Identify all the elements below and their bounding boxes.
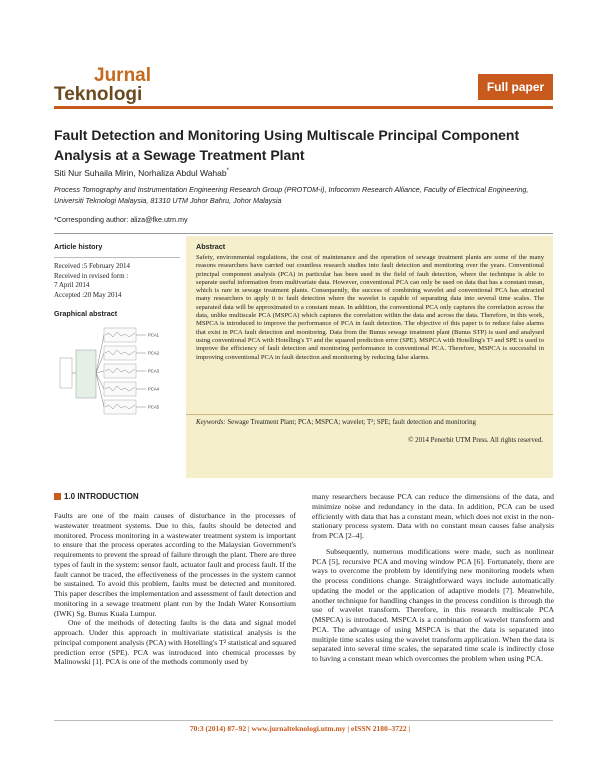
intro-paragraph-3: many researchers because PCA can reduce the dimensions of the data, and minimize noise and redundancy in the data. In addition, PCA can be used efficiently with data that has a constant mean, which does not exist in the non-stationary process system. Data with no constant mean causes false analysis from PCA [2–4]. [312,492,554,540]
authors-names: Siti Nur Suhaila Mirin, Norhaliza Abdul Wahab [54,168,227,178]
body-column-right [312,492,554,664]
ga-label-pca5: PCA5 [148,404,159,410]
revised-date: 7 April 2014 [54,281,90,289]
authors [54,168,229,178]
journal-logo [54,66,151,104]
abstract-heading: Abstract [196,242,226,251]
article-history-heading: Article history [54,242,103,251]
logo-teknologi: Teknologi [54,84,143,105]
corresponding-author: *Corresponding author: aliza@fke.utm.my [54,215,188,224]
keywords-text: Sewage Treatment Plant; PCA; MSPCA; wavelet; T²; SPE; fault detection and monitoring [227,419,476,426]
section-marker-icon [54,493,61,500]
accepted-date: Accepted :20 May 2014 [54,290,122,299]
affiliation: Process Tomography and Instrumentation Engineering Research Group (PROTOM-i), Infocomm Research Alliance, Faculty of Electrical Engineering, Universiti Teknologi Malaysia, 81310 UTM Johor Bahru, Johor Malaysia [54,185,529,205]
body-column-left [54,511,296,667]
section-rule [54,233,553,234]
ga-wavelet-box [76,350,96,398]
intro-paragraph-2: One of the methods of detecting faults is the data and signal model approach. Under this approach in multivariate statistical analysis is the principal component analysis (PCA) with Hotelling's T² statistical and squared prediction error (SPE). PCA was introduced into chemical processes by Malinowski [1]. PCA is one of the methods commonly used by [54,618,296,667]
logo-jurnal: Jurnal [94,65,152,86]
footer-citation: 70:3 (2014) 87–92 | www.jurnalteknologi.utm.my | eISSN 2180–3722 | [189,724,411,733]
abstract-text: Safety, environmental regulations, the cost of maintenance and the operation of sewage treatment plants are some of the many reasons researchers have carried out countless research studies into fault detection and monitoring over the years. Conventional principal component analysis (PCA) in particular has been used in the field of fault detection, where the technique is able to separate useful information from multivariate data. However, conventional PCA can only be used on data that has a constant mean, which is rare in sewage treatment plants. Consequently, the success of combining wavelet and conventional PCA has attracted many researchers to apply it to fault detection where the wavelet is capable of separating data into several time scales. The separated data will be approximated to a constant mean. In addition, the conventional PCA only captures the correlation across the data, unlike multiscale PCA (MSPCA) which captures the correlation within the data and across the data. Therefore, in this work, MSPCA is introduced to improve the performance of PCA in fault detection. The objective of this paper is to reduce false alarms that exist in PCA fault detection and monitoring. Data from the Bunus sewage treatment plant (Bunus STP) is used and analysed using conventional PCA with Hotelling's T² and the squared prediction error (SPE). MSPCA with Hotelling's T² and SPE is used to improve the efficiency of fault detection and monitoring performance in conventional PCA. Therefore, MSPCA is successful in improving conventional PCA in fault detection and monitoring by reducing false alarms. [196,254,544,361]
revised-label: Received in revised form : [54,271,129,280]
introduction-heading-text: 1.0 INTRODUCTION [64,492,139,501]
keywords [196,419,544,426]
keywords-label: Keywords: [196,419,226,426]
full-paper-badge: Full paper [478,74,553,100]
paper-title: Fault Detection and Monitoring Using Multiscale Principal Component Analysis at a Sewage Treatment Plant [54,127,520,163]
introduction-heading [54,492,139,501]
received-date: Received :5 February 2014 [54,262,131,270]
copyright: © 2014 Penerbit UTM Press. All rights reserved. [408,437,543,444]
footer-rule [54,720,553,721]
history-divider [54,257,180,258]
ga-label-pca1: PCA1 [148,332,159,338]
keywords-divider [186,414,553,415]
ga-label-pca4: PCA4 [148,386,159,392]
graphical-abstract-heading: Graphical abstract [54,309,118,318]
ga-label-pca3: PCA3 [148,368,159,374]
abstract-box [186,236,553,478]
ga-label-pca2: PCA2 [148,350,159,356]
corresponding-mark: * [226,168,229,175]
graphical-abstract-figure [54,320,182,430]
header-rule [54,106,553,109]
intro-paragraph-1: Faults are one of the main causes of disturbance in the processes of wastewater treatment systems. Due to this, faults should be detected and monitored. Process monitoring in a wastewater treatment system is important to ensure that the process operates according to the Malaysian Government's requirements to prevent the spread of failure through the plant. There are three types of fault in the system: sensor fault, actuator fault and process fault. If the fault cannot be traced, the effectiveness of the processes in the system cannot be sustained. To avoid this problem, faults must be detected and monitored. This paper describes the implementation and assessment of fault detection and monitoring in a sewage treatment plant run by the Indah Water Konsortium (IWK) Sg. Bunus Kuala Lumpur. [54,511,296,618]
intro-paragraph-4: Subsequently, numerous modifications were made, such as nonlinear PCA [5], recursive PCA and moving window PCA [6]. Fortunately, there are ways to overcome the problem by identifying new monitoring models when the process conditions change. Straightforward ways include automatically updating the model or the application of adaptive models [7]. Meanwhile, another technique for handling changes in the process condition is through the use of wavelet transform. Therefore, in this research multiscale PCA (MSPCA) is introduced. MSPCA is a combination of wavelet transform and PCA. The advantage of using MSPCA is that the data is separated into multiple time scales using the wavelet transform application. When the data is separated into several time scales, the separated time scale is indirectly close to having a constant mean which overcomes the problem when using PCA. [312,546,554,663]
